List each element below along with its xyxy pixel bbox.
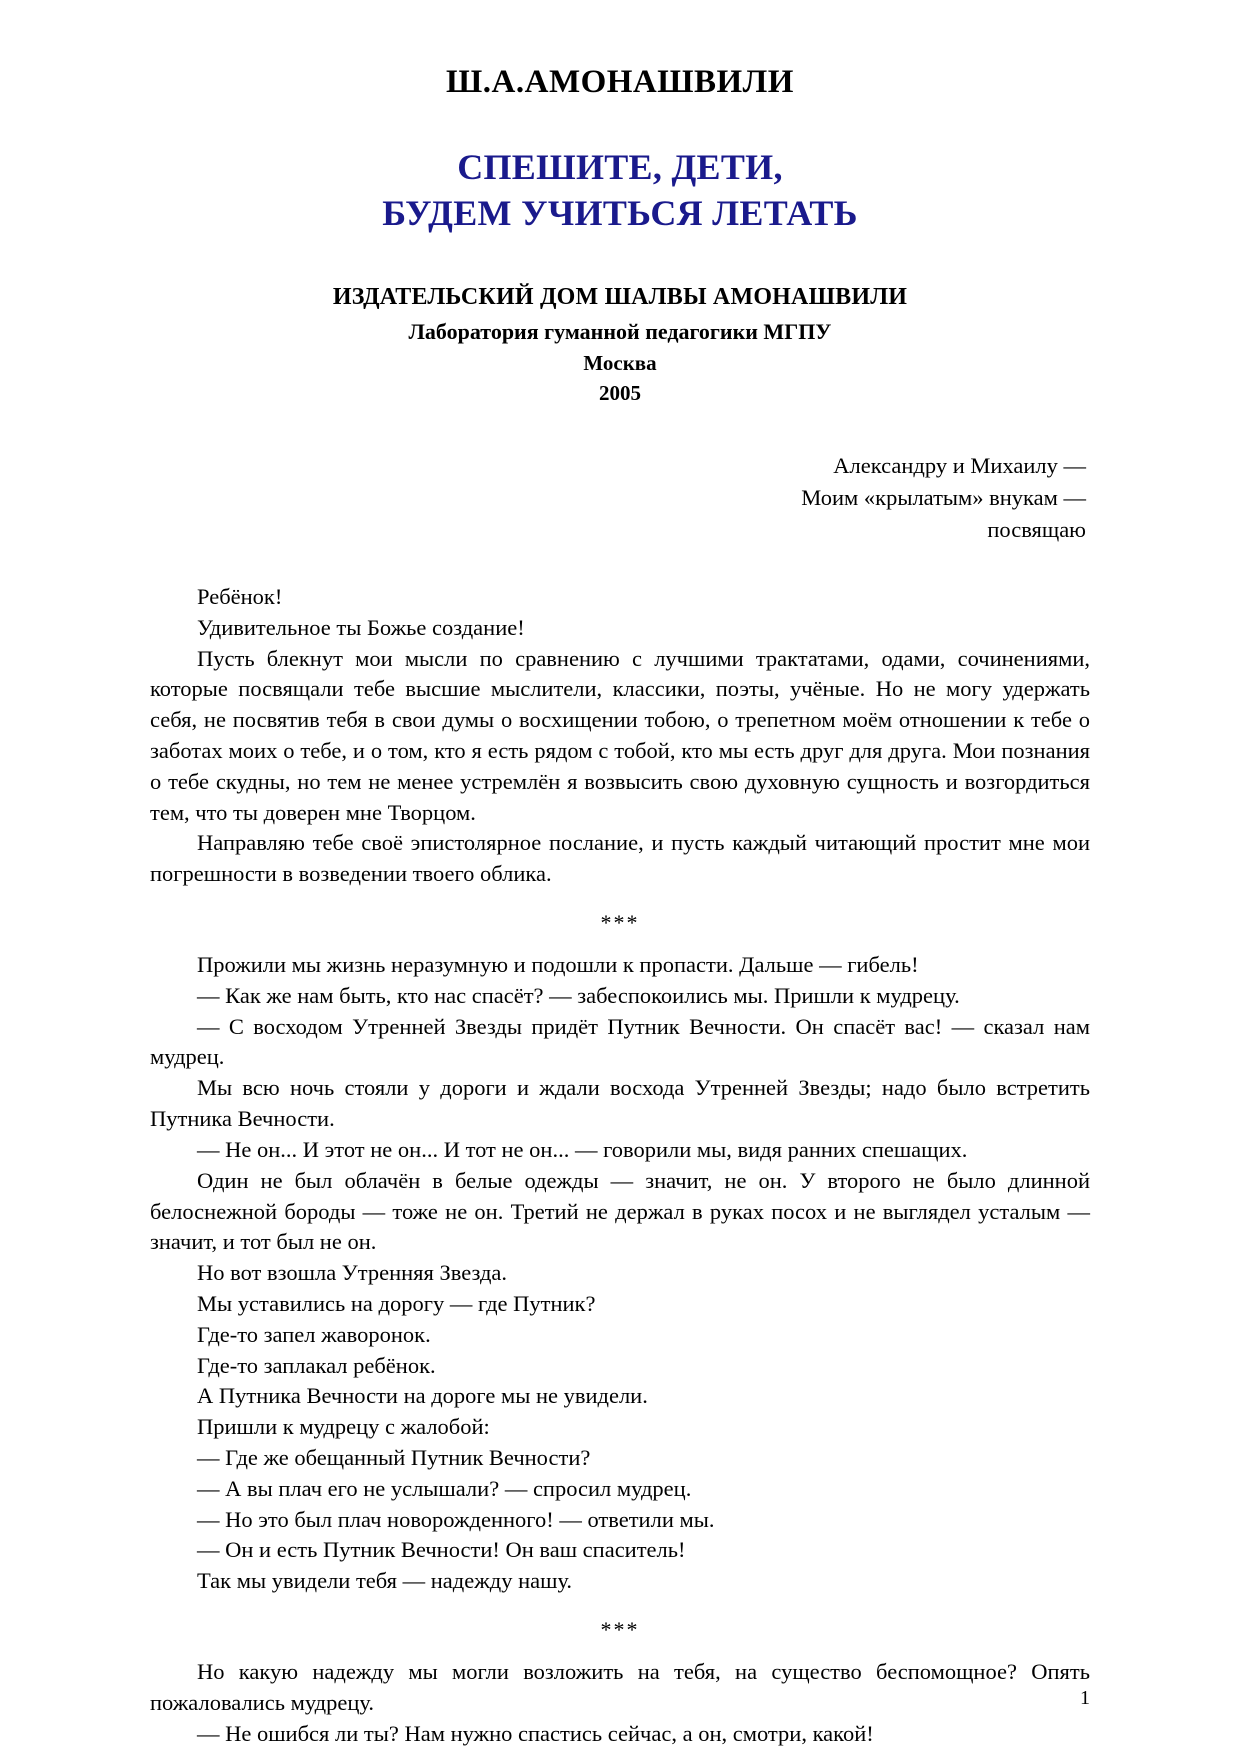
section-2-line-6: Один не был облачён в белые одежды — значит, не он. У второго не было длинной белоснежной бороды — тоже не он. Третий не держал в руках посох и не выглядел усталым — значит, и тот был не он. [150, 1167, 1090, 1255]
section-2-line-8: Мы уставились на дорогу — где Путник? [197, 1290, 596, 1316]
section-3-line-2: — Не ошибся ли ты? Нам нужно спастись сейчас, а он, смотри, какой! [197, 1720, 874, 1746]
section-2-line-5: — Не он... И этот не он... И тот не он... — говорили мы, видя ранних спешащих. [197, 1136, 968, 1162]
dedication-line-1: Александру и Михаилу — [833, 453, 1086, 479]
laboratory-name: Лаборатория гуманной педагогики МГПУ [408, 319, 832, 344]
page-number: 1 [1080, 1687, 1090, 1709]
dedication-block [150, 450, 1090, 546]
opening-line-2: Удивительное ты Божье создание! [197, 614, 525, 640]
publication-year: 2005 [599, 381, 641, 406]
author-name: Ш.А.АМОНАШВИЛИ [446, 64, 794, 100]
dedication-line-2: Моим «крылатым» внукам — [801, 485, 1086, 511]
section-2-line-7: Но вот взошла Утренняя Звезда. [197, 1260, 508, 1286]
book-title [150, 144, 1090, 236]
book-title-line-2: БУДЕМ УЧИТЬСЯ ЛЕТАТЬ [382, 193, 858, 234]
section-2-line-16: — Он и есть Путник Вечности! Он ваш спаситель! [197, 1537, 686, 1563]
section-2-line-14: — А вы плач его не услышали? — спросил мудрец. [197, 1475, 692, 1501]
section-2-line-9: Где-то запел жаворонок. [197, 1321, 431, 1347]
section-2-line-1: Прожили мы жизнь неразумную и подошли к пропасти. Дальше — гибель! [197, 952, 919, 978]
section-2-line-4: Мы всю ночь стояли у дороги и ждали восхода Утренней Звезды; надо было встретить Путника Вечности. [150, 1075, 1090, 1132]
publication-city: Москва [583, 351, 657, 376]
opening-line-1: Ребёнок! [197, 583, 283, 609]
section-2-line-11: А Путника Вечности на дороге мы не увидели. [197, 1383, 648, 1409]
dedication-line-3: посвящаю [987, 516, 1086, 542]
section-2-line-2: — Как же нам быть, кто нас спасёт? — забеспокоились мы. Пришли к мудрецу. [197, 982, 960, 1008]
section-2-line-3: — С восходом Утренней Звезды придёт Путник Вечности. Он спасёт вас! — сказал нам мудрец. [150, 1013, 1090, 1070]
body-text [150, 582, 1090, 1750]
section-2-line-15: — Но это был плач новорожденного! — ответили мы. [197, 1506, 715, 1532]
publisher-name: ИЗДАТЕЛЬСКИЙ ДОМ ШАЛВЫ АМОНАШВИЛИ [332, 284, 908, 311]
section-separator-2: *** [600, 1617, 640, 1643]
imprint-block [150, 282, 1090, 408]
section-3-line-1: Но какую надежду мы могли возложить на тебя, на существо беспомощное? Опять пожаловались мудрецу. [150, 1659, 1090, 1715]
section-2-line-12: Пришли к мудрецу с жалобой: [197, 1414, 490, 1440]
section-2-line-17: Так мы увидели тебя — надежду нашу. [197, 1568, 573, 1594]
paragraph-1: Пусть блекнут мои мысли по сравнению с лучшими трактатами, одами, сочинениями, которые посвящали тебе высшие мыслители, классики, поэты, учёные. Но не могу удержать себя, не посвятив тебя в свои думы о восхищении тобою, о трепетном моём отношении к тебе о заботах моих о тебе, и о том, кто я есть рядом с тобой, кто мы есть друг для друга. Мои познания о тебе скудны, но тем не менее устремлён я возвысить свою духовную сущность и возгордиться тем, что ты доверен мне Творцом. [150, 645, 1090, 825]
book-title-line-1: СПЕШИТЕ, ДЕТИ, [457, 146, 783, 187]
section-2-line-10: Где-то заплакал ребёнок. [197, 1352, 436, 1378]
paragraph-2: Направляю тебе своё эпистолярное послание, и пусть каждый читающий простит мне мои погрешности в возведении твоего облика. [150, 830, 1090, 887]
section-2-line-13: — Где же обещанный Путник Вечности? [197, 1445, 591, 1471]
section-separator-1: *** [600, 910, 640, 936]
